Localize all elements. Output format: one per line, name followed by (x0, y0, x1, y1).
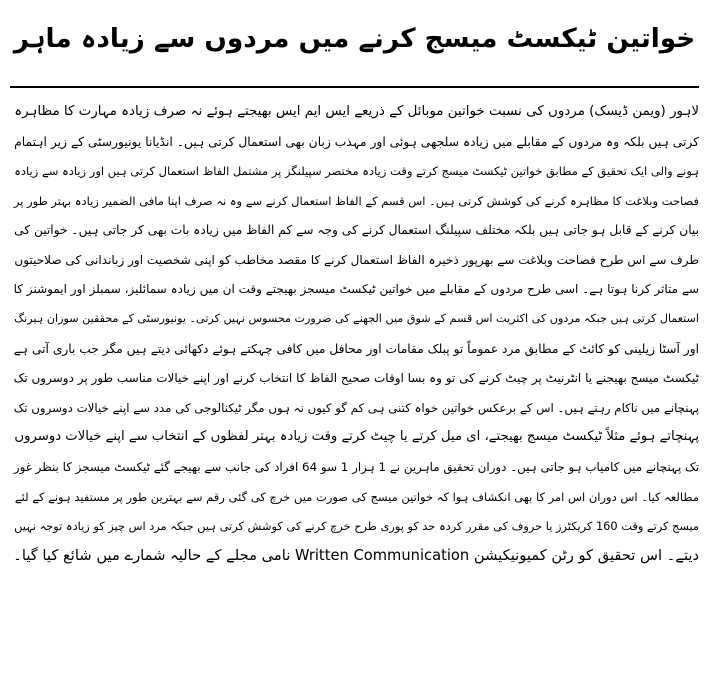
article-line: ٹیکسٹ میسج بھیجنے یا انٹرنیٹ پر چیٹ کرنے کی تو وہ بسا اوقات صحیح الفاظ کا انتخاب کرنے اور اپنے خیالات مناسب طور پر دوسروں تک (13, 371, 699, 386)
article-line: ہونے والی ایک تحقیق کے مطابق خواتین ٹیکسٹ میسج کرتے وقت زیادہ مختصر سپیلنگز پر مشتمل الفاظ استعمال کرتی ہیں اور زیادہ سے زیادہ (14, 164, 699, 179)
article-line: تک پہنچانے میں کامیاب ہو جاتی ہیں۔ دوران تحقیق ماہرین نے 1 ہزار 1 سو 64 افراد کی جانب سے بھیجے گئے ٹیکسٹ میسجز کا بنظر غور (13, 459, 699, 474)
article-line: بیان کرنے کے قابل ہو جاتی ہیں بلکہ مختلف سپیلنگ استعمال کرنے کی وجہ سے کم الفاظ میں زیادہ بات بھی کر جاتی ہیں۔ خواتین کی (14, 223, 699, 238)
article-line: پہنچانے میں ناکام رہتے ہیں۔ اس کے برعکس خواتین خواہ کتنی ہی کم گو کیوں نہ ہوں مگر ٹیکنالوجی کی مدد سے اپنے خیالات دوسروں تک (13, 400, 699, 415)
article-line: طرف سے اس طرح فصاحت وبلاغت سے بھرپور ذخیرہ الفاظ استعمال کرنے کا مقصد مخاطب کو اپنی شخصیت اور زباندانی کی صلاحیتوں (14, 252, 699, 267)
headline: خواتین ٹیکسٹ میسج کرنے میں مردوں سے زیادہ ماہر (13, 24, 696, 54)
article-line: پہنچاتے ہوئے مثلاً ٹیکسٹ میسج بھیجتے، ای میل کرتے یا چیٹ کرتے وقت زیادہ بہتر لفظوں کے انتخاب سے اپنے خیالات دوسروں (14, 429, 699, 445)
article-body (10, 100, 699, 568)
article-line: میسج کرتے وقت 160 کریکٹرز یا حروف کی مقرر کردہ حد کو پوری طرح خرچ کرنے کی کوشش کرتی ہیں جبکہ مرد اس چیز کو زیادہ توجہ نہیں (14, 519, 699, 534)
article-line: لاہور (ویمن ڈیسک) مردوں کی نسبت خواتین موبائل کے ذریعے ایس ایم ایس بھیجتے ہوئے نہ صرف زیادہ مہارت کا مظاہرہ (14, 104, 699, 119)
article-line: استعمال کرتی ہیں جبکہ مردوں کی اکثریت اس قسم کے شوق میں الجھنے کی ضرورت محسوس نہیں کرتی۔ یونیورسٹی کے محققین سوزان ہیرنگ (14, 312, 699, 326)
article-line: اور آسٹا زیلینی کو کائٹ کے مطابق مرد عموماً تو پبلک مقامات اور محافل میں کافی چہکتے ہوئے دکھائی دیتے ہیں مگر جب باری آتی ہے (13, 341, 699, 356)
article-line: سے متاثر کرنا ہوتا ہے۔ اسی طرح مردوں کے مقابلے میں خواتین ٹیکسٹ میسجز بھیجتے وقت ان میں زیادہ سمائلیز، سمبلز اور ایموشنز کا (13, 282, 699, 297)
article-line: فصاحت وبلاغت کا مظاہرہ کرنے کی کوشش کرتی ہیں۔ اس قسم کے الفاظ استعمال کرنے سے وہ نہ صرف اپنا مافی الضمیر زیادہ بہتر طور پر (13, 193, 699, 208)
article-line: کرتی ہیں بلکہ وہ مردوں کے مقابلے میں زیادہ سلجھی ہوئی اور مہذب زبان بھی استعمال کرتی ہیں۔ انڈیانا یونیورسٹی کے زیر اہتمام (14, 134, 699, 149)
headline-divider (10, 86, 699, 88)
article-line: مطالعہ کیا۔ اس دوران اس امر کا بھی انکشاف ہوا کہ خواتین میسج کی صورت میں خرچ کی گئی رقم سے بہترین طور پر مستفید ہونے کے لئے (14, 489, 699, 504)
article-line: دیتے۔ اس تحقیق کو رٹن کمیونیکیشن Written Communication نامی مجلے کے حالیہ شمارے میں شائع کیا گیا۔ (13, 546, 699, 564)
